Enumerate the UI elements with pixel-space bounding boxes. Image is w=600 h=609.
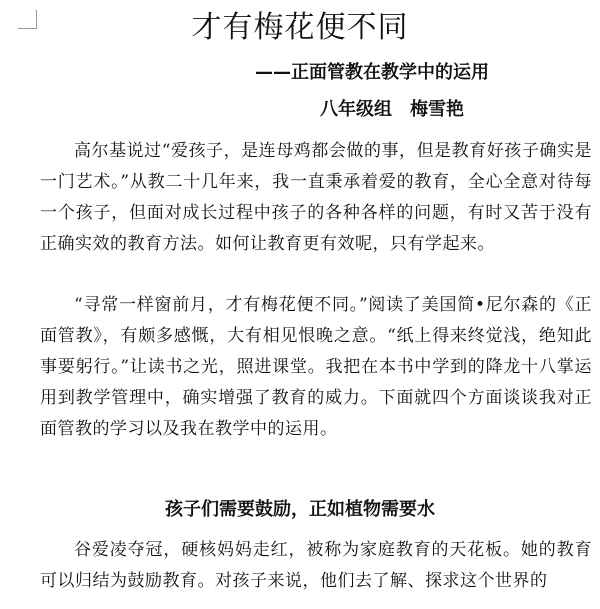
section-heading: 孩子们需要鼓励，正如植物需要水 (165, 499, 435, 520)
author-group: 八年级组 (320, 99, 392, 120)
document-title: 才有梅花便不同 (191, 10, 409, 45)
paragraph-intro: 高尔基说过“爱孩子，是连母鸡都会做的事，但是教育好孩子确实是一门艺术。”从教二十几年来，我一直秉承着爱的教育，全心全意对待每一个孩子，但面对成长过程中孩子的各种各样的问题，有时又苦于没有正确实效的教育方法。如何让教育更有效呢，只有学起来。 (40, 141, 592, 254)
author-line (320, 97, 464, 123)
author-name: 梅雪艳 (410, 99, 464, 120)
paragraph-reading: “寻常一样窗前月，才有梅花便不同。”阅读了美国简•尼尔森的《正面管教》，有颇多感慨，大有相见恨晚之意。“纸上得来终觉浅，绝知此事要躬行。”让读书之光，照进课堂。我把在本书中学到的降龙十八掌运用到教学管理中，确实增强了教育的威力。下面就四个方面谈谈我对正面管教的学习以及我在教学中的运用。 (40, 295, 592, 439)
paragraph-section: 谷爱凌夺冠，硬核妈妈走红，被称为家庭教育的天花板。她的教育可以归结为鼓励教育。对孩子来说，他们去了解、探求这个世界的 (40, 540, 592, 591)
document-subtitle: ——正面管教在教学中的运用 (255, 62, 489, 83)
